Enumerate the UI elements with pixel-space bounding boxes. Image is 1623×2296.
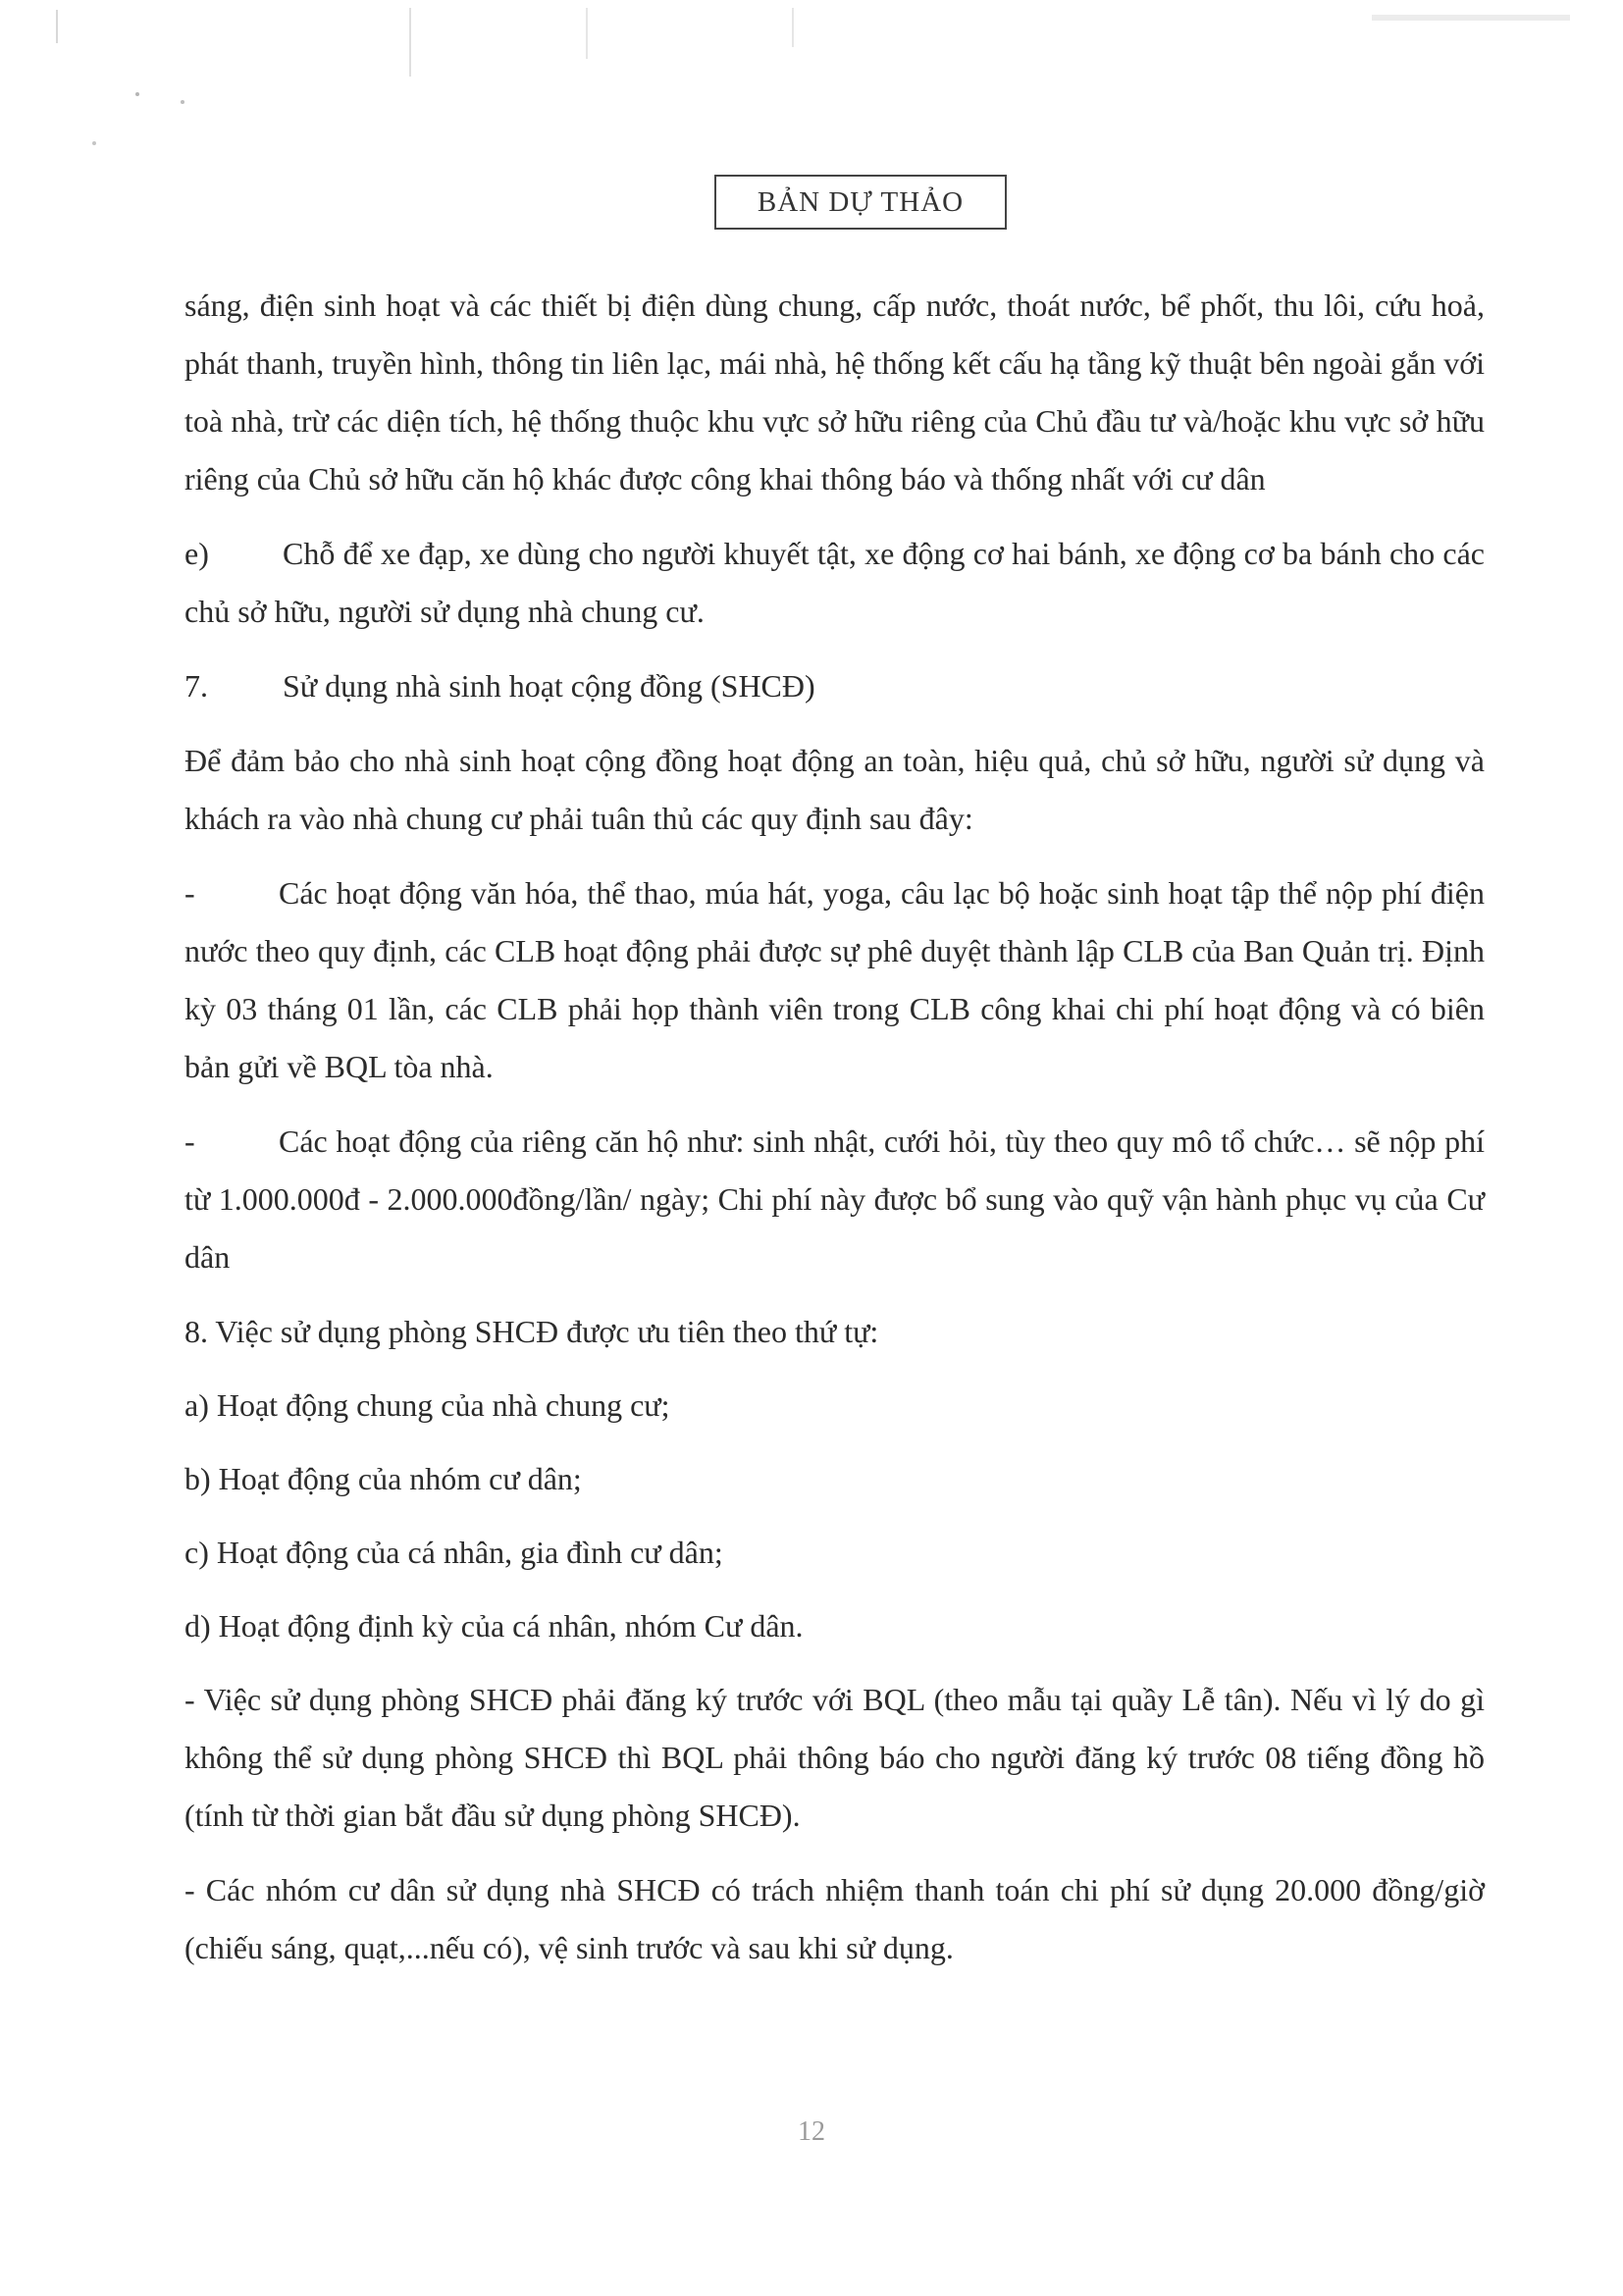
- bullet-private-events: [184, 1113, 1485, 1286]
- section-7-intro: Để đảm bảo cho nhà sinh hoạt cộng đồng hoạt động an toàn, hiệu quả, chủ sở hữu, người sử dụng và khách ra vào nhà chung cư phải tuân thủ các quy định sau đây:: [184, 743, 1485, 836]
- priority-item-b: b) Hoạt động của nhóm cư dân;: [184, 1461, 582, 1496]
- bullet-dash: -: [184, 875, 195, 911]
- scan-artifacts: [0, 0, 1623, 167]
- section-7-heading: [184, 657, 1485, 715]
- paragraph-continuation: sáng, điện sinh hoạt và các thiết bị điện dùng chung, cấp nước, thoát nước, bể phốt, thu lôi, cứu hoả, phát thanh, truyền hình, thông tin liên lạc, mái nhà, hệ thống kết cấu hạ tầng kỹ thuật bên ngoài gắn với toà nhà, trừ các diện tích, hệ thống thuộc khu vực sở hữu riêng của Chủ đầu tư và/hoặc khu vực sở hữu riêng của Chủ sở hữu căn hộ khác được công khai thông báo và thống nhất với cư dân: [184, 287, 1485, 496]
- draft-label-box: [714, 175, 1007, 230]
- note-registration: - Việc sử dụng phòng SHCĐ phải đăng ký trước với BQL (theo mẫu tại quầy Lễ tân). Nếu vì lý do gì không thể sử dụng phòng SHCĐ thì BQL phải thông báo cho người đăng ký trước 08 tiếng đồng hồ (tính từ thời gian bắt đầu sử dụng phòng SHCĐ).: [184, 1682, 1485, 1833]
- bullet-private-events-text: Các hoạt động của riêng căn hộ như: sinh nhật, cưới hỏi, tùy theo quy mô tổ chức… sẽ nộp phí từ 1.000.000đ - 2.000.000đồng/lần/ ngày; Chi phí này được bổ sung vào quỹ vận hành phục vụ của Cư dân: [184, 1123, 1485, 1275]
- bullet-clubs-text: Các hoạt động văn hóa, thể thao, múa hát, yoga, câu lạc bộ hoặc sinh hoạt tập thể nộp phí điện nước theo quy định, các CLB hoạt động phải được sự phê duyệt thành lập CLB của Ban Quản trị. Định kỳ 03 tháng 01 lần, các CLB phải họp thành viên trong CLB công khai chi phí hoạt động và có biên bản gửi về BQL tòa nhà.: [184, 875, 1485, 1084]
- item-e: [184, 525, 1485, 641]
- item-e-text: Chỗ để xe đạp, xe dùng cho người khuyết tật, xe động cơ hai bánh, xe động cơ ba bánh cho các chủ sở hữu, người sử dụng nhà chung cư.: [184, 536, 1485, 629]
- bullet-clubs: [184, 864, 1485, 1096]
- note-fee: - Các nhóm cư dân sử dụng nhà SHCĐ có trách nhiệm thanh toán chi phí sử dụng 20.000 đồng/giờ (chiếu sáng, quạt,...nếu có), vệ sinh trước và sau khi sử dụng.: [184, 1872, 1485, 1965]
- page-number: 12: [798, 2116, 825, 2147]
- bullet-dash: -: [184, 1123, 195, 1159]
- priority-item-d: d) Hoạt động định kỳ của cá nhân, nhóm Cư dân.: [184, 1608, 804, 1644]
- document-body: [184, 277, 1485, 1994]
- section-7-number: 7.: [184, 668, 208, 704]
- section-7-title: Sử dụng nhà sinh hoạt cộng đồng (SHCĐ): [283, 668, 815, 704]
- section-8-heading: 8. Việc sử dụng phòng SHCĐ được ưu tiên theo thứ tự:: [184, 1314, 879, 1349]
- item-e-label: e): [184, 536, 209, 571]
- priority-item-c: c) Hoạt động của cá nhân, gia đình cư dân;: [184, 1535, 723, 1570]
- priority-item-a: a) Hoạt động chung của nhà chung cư;: [184, 1387, 670, 1423]
- draft-label: BẢN DỰ THẢO: [757, 185, 965, 218]
